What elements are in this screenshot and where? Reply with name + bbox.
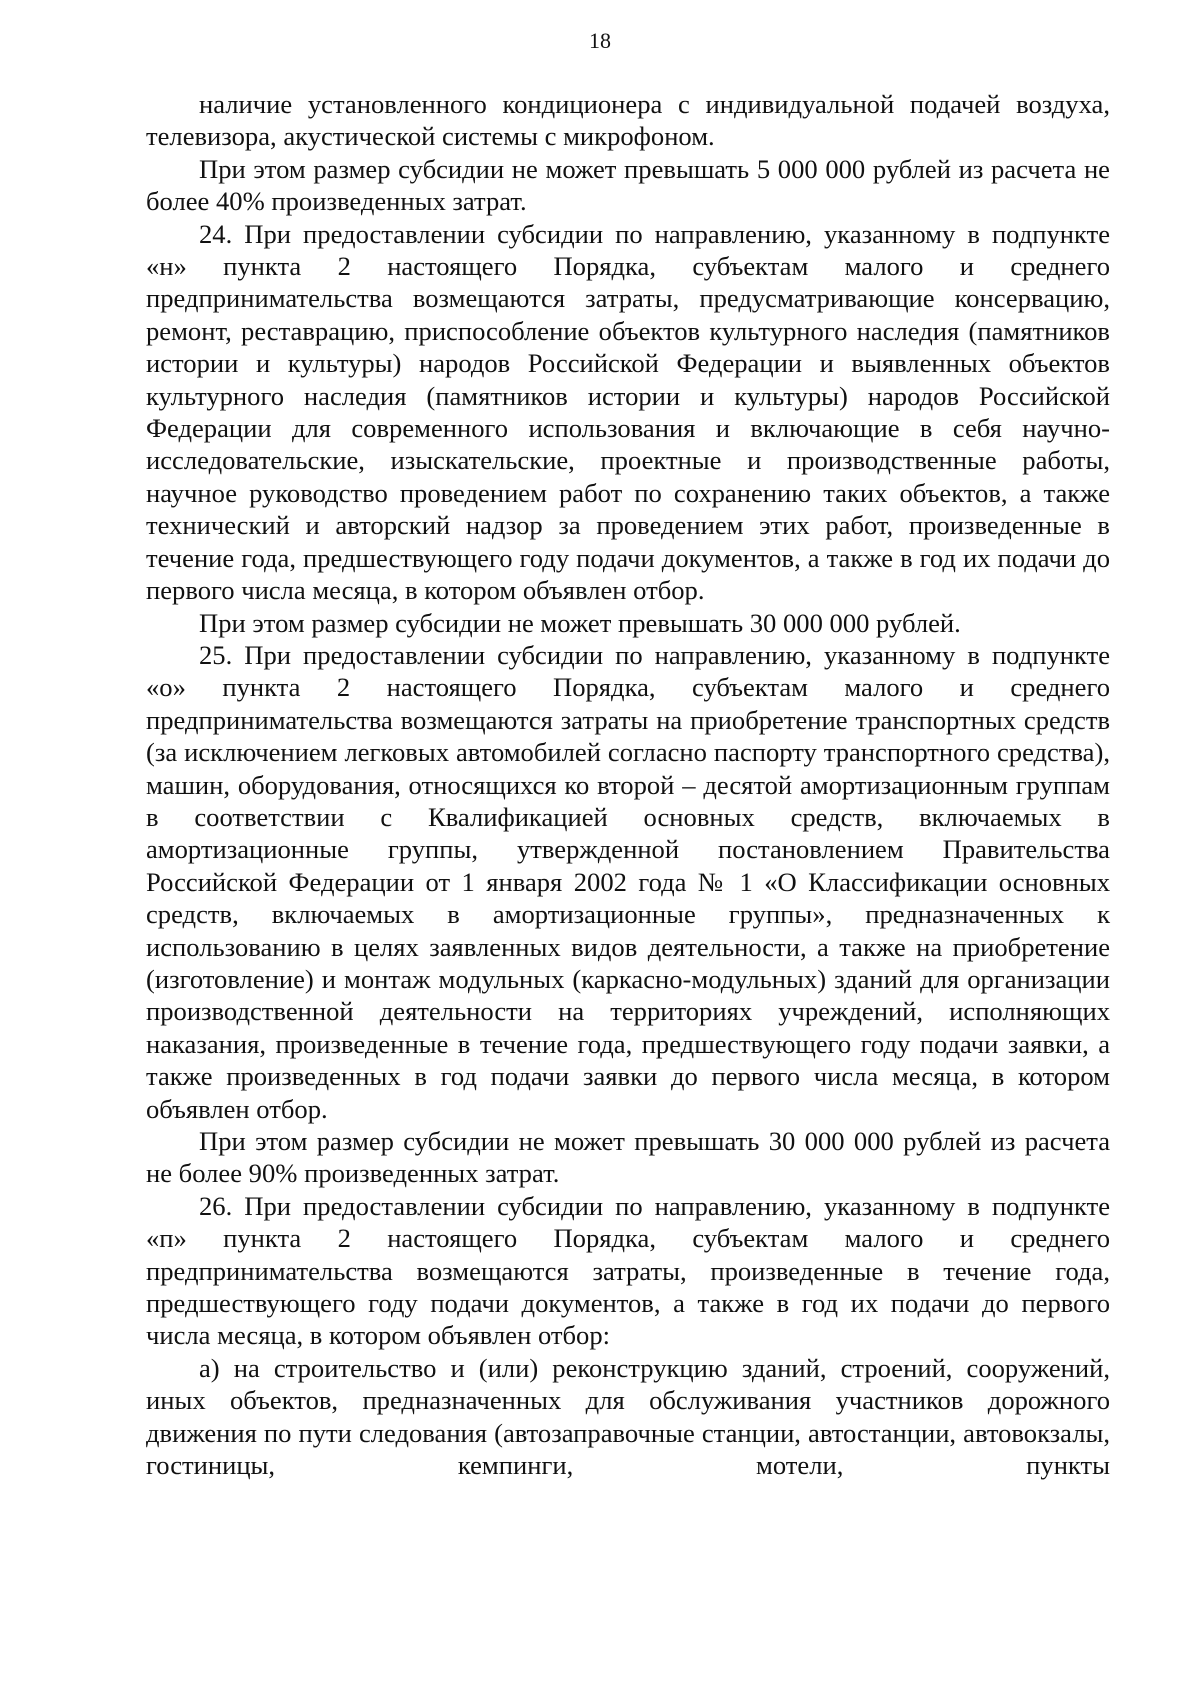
document-body bbox=[146, 88, 1110, 1481]
page-number: 18 bbox=[589, 28, 611, 53]
paragraph-clause-25: 25. При предоставлении субсидии по направлению, указанному в подпункте «о» пункта 2 настоящего Порядка, субъектам малого и среднего предпринимательства возмещаются затраты на приобретение транспортных средств (за исключением легковых автомобилей согласно паспорту транспортного средства), машин, оборудования, относящихся ко второй – десятой амортизационным группам в соответствии с Квалификацией основных средств, включаемых в амортизационные группы, утвержденной постановлением Правительства Российской Федерации от 1 января 2002 года № 1 «О Классификации основных средств, включаемых в амортизационные группы», предназначенных к использованию в целях заявленных видов деятельности, а также на приобретение (изготовление) и монтаж модульных (каркасно-модульных) зданий для организации производственной деятельности на территориях учреждений, исполняющих наказания, произведенные в течение года, предшествующего году подачи заявки, а также произведенных в год подачи заявки до первого числа месяца, в котором объявлен отбор. bbox=[146, 639, 1110, 1124]
paragraph-subsidy-limit-5m: При этом размер субсидии не может превышать 5 000 000 рублей из расчета не более 40% произведенных затрат. bbox=[146, 153, 1110, 217]
paragraph-subsidy-limit-30m: При этом размер субсидии не может превышать 30 000 000 рублей. bbox=[199, 607, 961, 638]
paragraph-clause-26-a: а) на строительство и (или) реконструкцию зданий, строений, сооружений, иных объектов, предназначенных для обслуживания участников дорожного движения по пути следования (автозаправочные станции, автостанции, автовокзалы, гостиницы, кемпинги, мотели, пункты bbox=[146, 1352, 1110, 1481]
paragraph-clause-24: 24. При предоставлении субсидии по направлению, указанному в подпункте «н» пункта 2 настоящего Порядка, субъектам малого и среднего предпринимательства возмещаются затраты, предусматривающие консервацию, ремонт, реставрацию, приспособление объектов культурного наследия (памятников истории и культуры) народов Российской Федерации и выявленных объектов культурного наследия (памятников истории и культуры) народов Российской Федерации для современного использования и включающие в себя научно-исследовательские, изыскательские, проектные и производственные работы, научное руководство проведением работ по сохранению таких объектов, а также технический и авторский надзор за проведением этих работ, произведенные в течение года, предшествующего году подачи документов, а также в год их подачи до первого числа месяца, в котором объявлен отбор. bbox=[146, 218, 1110, 606]
paragraph-amenities-continuation: наличие установленного кондиционера с индивидуальной подачей воздуха, телевизора, акустической системы с микрофоном. bbox=[146, 89, 1110, 152]
paragraph-clause-26: 26. При предоставлении субсидии по направлению, указанному в подпункте «п» пункта 2 настоящего Порядка, субъектам малого и среднего предпринимательства возмещаются затраты, произведенные в течение года, предшествующего году подачи документов, а также в год их подачи до первого числа месяца, в котором объявлен отбор: bbox=[146, 1190, 1110, 1351]
paragraph-subsidy-limit-30m-90pct: При этом размер субсидии не может превышать 30 000 000 рублей из расчета не более 90% произведенных затрат. bbox=[146, 1126, 1110, 1189]
